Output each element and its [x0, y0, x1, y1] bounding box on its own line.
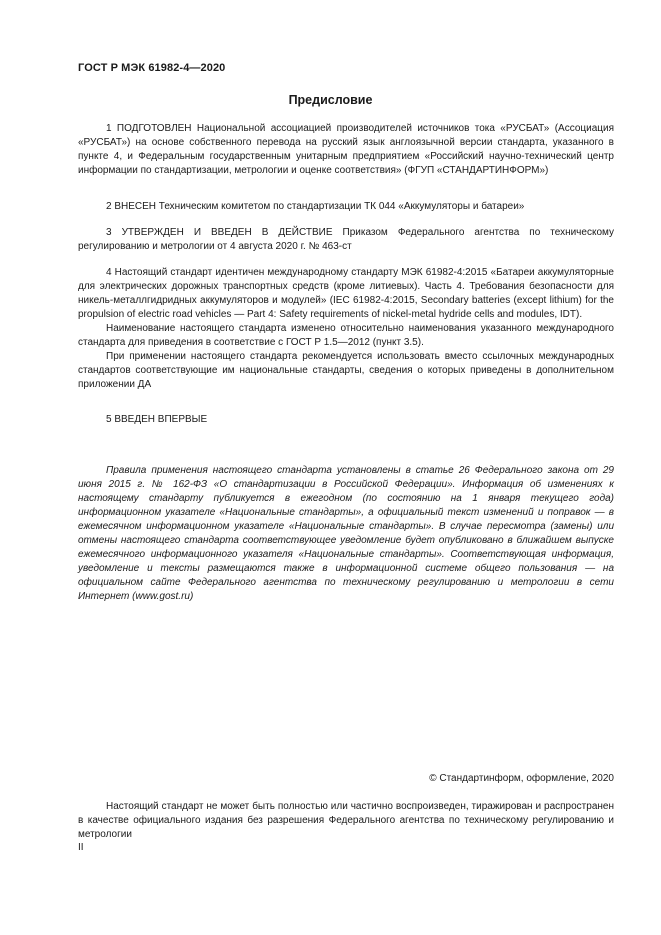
reproduction-notice: Настоящий стандарт не может быть полностью или частично воспроизведен, тиражирован и распространен в качестве официального издания без разрешения Федерального агентства по техническому регулированию и метрологии: [78, 801, 614, 840]
document-code-header: ГОСТ Р МЭК 61982-4—2020: [78, 62, 226, 74]
section-title: Предисловие: [288, 93, 373, 107]
paragraph-references: При применении настоящего стандарта рекомендуется использовать вместо ссылочных международных стандартов соответствующие им национальные стандарты, сведения о которых приведены в дополнительном приложении ДА: [78, 351, 614, 390]
reproduction-block: [78, 800, 614, 842]
paragraph-4-block: [78, 266, 614, 392]
notice-block: [78, 464, 614, 604]
paragraph-3-block: [78, 226, 614, 254]
paragraph-1-block: [78, 122, 614, 178]
notice-italic-paragraph: Правила применения настоящего стандарта установлены в статье 26 Федерального закона от 29 июня 2015 г. № 162-ФЗ «О стандартизации в Российской Федерации». Информация об изменениях к настоящему стандарту публикуется в ежегодном (по состоянию на 1 января текущего года) информационном указателе «Национальные стандарты», а официальный текст изменений и поправок — в ежемесячном информационном указателе «Национальные стандарты». В случае пересмотра (замены) или отмены настоящего стандарта соответствующее уведомление будет опубликовано в ближайшем выпуске ежемесячного информационного указателя «Национальные стандарты». Соответствующая информация, уведомление и тексты размещаются также в информационной системе общего пользования — на официальном сайте Федерального агентства по техническому регулированию и метрологии в сети Интернет (www.gost.ru): [78, 465, 614, 602]
page-number: II: [78, 842, 84, 853]
paragraph-introduced-first: 5 ВВЕДЕН ВПЕРВЫЕ: [106, 414, 208, 425]
paragraph-prepared-by: 1 ПОДГОТОВЛЕН Национальной ассоциацией производителей источников тока «РУСБАТ» (Ассоциация «РУСБАТ») на основе собственного перевода на русский язык англоязычной версии стандарта, указанного в пункте 4, и Федеральным государственным унитарным предприятием «Российский научно-технический центр информации по стандартизации, метрологии и оценке соответствия» (ФГУП «СТАНДАРТИНФОРМ»): [78, 123, 614, 176]
paragraph-name-changed: Наименование настоящего стандарта изменено относительно наименования указанного международного стандарта для приведения в соответствие с ГОСТ Р 1.5—2012 (пункт 3.5).: [78, 323, 614, 348]
copyright-line: © Стандартинформ, оформление, 2020: [429, 773, 614, 784]
paragraph-5-block: [78, 413, 614, 427]
paragraph-2-block: [78, 200, 614, 214]
paragraph-identical-standard: 4 Настоящий стандарт идентичен международному стандарту МЭК 61982-4:2015 «Батареи аккумуляторные для электрических дорожных транспортных средств (кроме литиевых). Часть 4. Требования безопасности для никель-металлгидридных аккумуляторов и модулей» (IEC 61982-4:2015, Secondary batteries (except lithium) for the propulsion of electric road vehicles — Part 4: Safety requirements of nickel-metal hydride cells and modules, IDT).: [78, 267, 614, 320]
paragraph-approved: 3 УТВЕРЖДЕН И ВВЕДЕН В ДЕЙСТВИЕ Приказом Федерального агентства по техническому регулированию и метрологии от 4 августа 2020 г. № 463-ст: [78, 227, 614, 252]
paragraph-submitted-by: 2 ВНЕСЕН Техническим комитетом по стандартизации ТК 044 «Аккумуляторы и батареи»: [106, 201, 525, 212]
